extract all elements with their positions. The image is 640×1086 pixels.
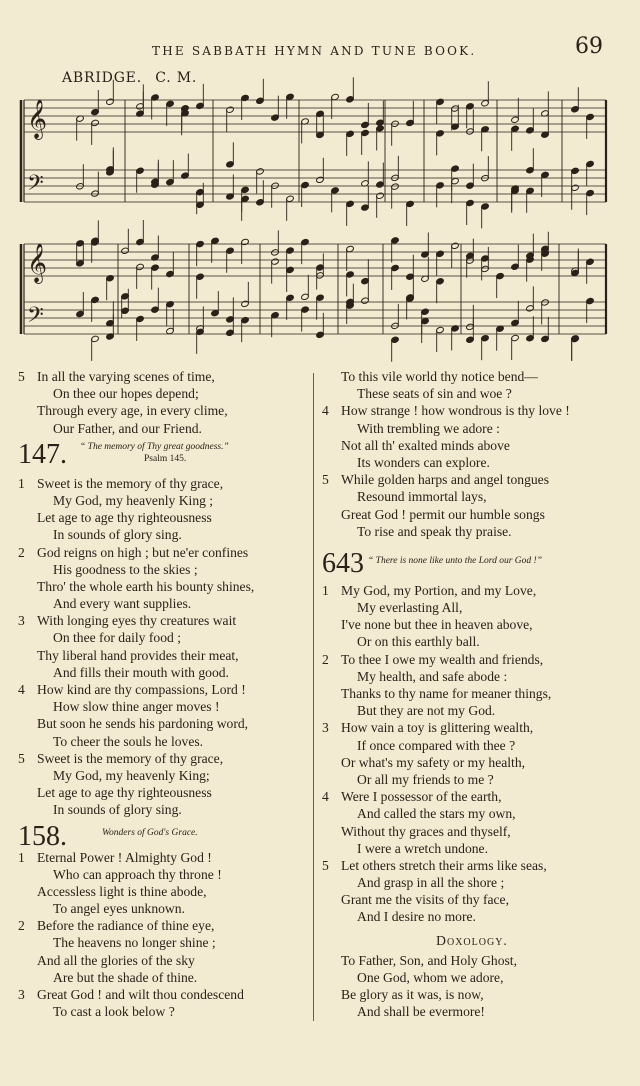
- music-score: [0, 0, 640, 365]
- verse-number: 1: [18, 849, 25, 865]
- verse-line: [18, 578, 310, 595]
- verse-line: [18, 784, 310, 801]
- verse-line: [322, 771, 622, 788]
- verse-number: 3: [322, 720, 329, 736]
- verse-text: Without thy graces and thyself,: [341, 823, 511, 839]
- verse-line: [18, 595, 310, 612]
- verse-line: [322, 437, 622, 454]
- verse-text: And I desire no more.: [357, 909, 476, 925]
- verse-line: [322, 633, 622, 650]
- verse-text: One God, whom we adore,: [357, 969, 504, 985]
- verse-line: [18, 715, 310, 732]
- verse-line: [322, 986, 622, 1003]
- verse-line: [322, 874, 622, 891]
- verse-text: The heavens no longer shine ;: [53, 935, 216, 951]
- verse-text: Or on this earthly ball.: [357, 634, 480, 650]
- verse-text: Accessless light is thine abode,: [37, 883, 207, 899]
- verse-line: [322, 805, 622, 822]
- verse-text: Or all my friends to me ?: [357, 771, 494, 787]
- verse-line: [18, 900, 310, 917]
- treble-clef-icon: 𝄞: [27, 243, 48, 283]
- verse-line: [18, 917, 310, 934]
- verse-line: [18, 561, 310, 578]
- verse-text: Let age to age thy righteousness: [37, 510, 212, 526]
- verse-line: [18, 1003, 310, 1020]
- verse-text: To angel eyes unknown.: [53, 901, 185, 917]
- verse-line: [18, 750, 310, 767]
- verse-line: [18, 492, 310, 509]
- verse-text: To rise and speak thy praise.: [357, 523, 512, 539]
- hymn-title: Wonders of God's Grace.: [102, 827, 198, 838]
- verse-line: [322, 385, 622, 402]
- verse-line: [18, 698, 310, 715]
- verse-line: [322, 506, 622, 523]
- hymn-scripture: Psalm 145.: [144, 453, 187, 464]
- doxology-title: Doxology.: [436, 932, 508, 948]
- verse-line: [18, 767, 310, 784]
- verse-text: How kind are thy compassions, Lord !: [37, 682, 246, 697]
- hymn-147-heading: [18, 437, 310, 475]
- hymn-number: 643: [322, 547, 364, 579]
- verse-line: [18, 849, 310, 866]
- verse-text: To Father, Son, and Holy Ghost,: [341, 952, 517, 968]
- verse-line: [322, 857, 622, 874]
- verse-text: On thee our hopes depend;: [53, 386, 199, 402]
- verse-text: Grant me the visits of thy face,: [341, 892, 509, 908]
- verse-text: Or what's my safety or my health,: [341, 754, 526, 770]
- verse-line: [322, 471, 622, 488]
- verse-text: Sweet is the memory of thy grace,: [37, 750, 224, 766]
- verse-number: 5: [18, 369, 25, 384]
- verse-line: [322, 368, 622, 385]
- verse-text: Thro' the whole earth his bounty shines,: [37, 578, 255, 594]
- music-system-2: [21, 220, 606, 362]
- verse-number: 5: [322, 857, 329, 873]
- verse-text: I were a wretch undone.: [357, 840, 488, 856]
- hymn-number: 158.: [18, 820, 67, 852]
- verse-text: If once compared with thee ?: [357, 737, 516, 753]
- verse-line: [322, 616, 622, 633]
- verse-number: 1: [18, 475, 25, 491]
- verse-text: My everlasting All,: [357, 600, 463, 616]
- verse-line: [18, 969, 310, 986]
- verse-line: [322, 952, 622, 969]
- verse-number: 2: [18, 918, 25, 934]
- verse-text: Let others stretch their arms like seas,: [341, 857, 547, 873]
- verse-text: To thee I owe my wealth and friends,: [341, 651, 544, 667]
- treble-clef-icon: 𝄞: [27, 99, 48, 139]
- left-column: [18, 368, 310, 1020]
- verse-text: To cast a look below ?: [53, 1004, 175, 1020]
- verse-number: 1: [322, 582, 329, 598]
- verse-text: Were I possessor of the earth,: [341, 789, 502, 805]
- verse-text: How vain a toy is glittering wealth,: [341, 720, 534, 736]
- verse-line: [18, 647, 310, 664]
- verse-text: But they are not my God.: [357, 703, 496, 719]
- verse-line: [322, 702, 622, 719]
- verse-line: [18, 475, 310, 492]
- right-column: [322, 368, 622, 1020]
- hymn-158-heading: [18, 819, 310, 852]
- verse-text: How strange ! how wondrous is thy love !: [341, 403, 570, 419]
- verse-line: [18, 509, 310, 526]
- verse-line: [322, 651, 622, 668]
- verse-line: [322, 788, 622, 805]
- verse-line: [322, 685, 622, 702]
- verse-line: [18, 952, 310, 969]
- verse-text: Who can approach thy throne !: [53, 866, 222, 882]
- verse-line: [18, 544, 310, 561]
- verse-text: His goodness to the skies ;: [53, 561, 198, 577]
- verse-text: Sweet is the memory of thy grace,: [37, 475, 224, 491]
- verse-line: [322, 582, 622, 599]
- verse-text: To this vile world thy notice bend—: [341, 369, 538, 384]
- verse-text: In sounds of glory sing.: [53, 527, 182, 543]
- verse-text: I've none but thee in heaven above,: [341, 617, 533, 633]
- verse-line: [18, 385, 310, 402]
- verse-line: [322, 969, 622, 986]
- verse-line: [18, 402, 310, 419]
- verse-text: My God, my heavenly King;: [53, 767, 210, 783]
- hymn-643-verses: [322, 582, 622, 926]
- verse-text: Resound immortal lays,: [357, 489, 487, 505]
- verse-line: [322, 737, 622, 754]
- verse-text: And fills their mouth with good.: [53, 664, 229, 680]
- verse-text: In all the varying scenes of time,: [37, 369, 215, 384]
- hymn-158-verses: [18, 849, 310, 1021]
- verse-text: God reigns on high ; but ne'er confines: [37, 544, 249, 560]
- verse-text: With trembling we adore :: [357, 420, 500, 436]
- verse-number: 2: [322, 651, 329, 667]
- hymn-643-heading: [322, 546, 622, 582]
- verse-text: Great God ! and wilt thou condescend: [37, 987, 244, 1002]
- verse-number: 4: [322, 789, 329, 805]
- verse-text: My God, my heavenly King ;: [53, 492, 214, 508]
- verse-line: [322, 840, 622, 857]
- verse-text: And shall be evermore!: [357, 1004, 485, 1020]
- verse-number: 4: [322, 403, 329, 419]
- verse-text: Thy liberal hand provides their meat,: [37, 647, 239, 663]
- verse-text: My God, my Portion, and my Love,: [341, 582, 537, 598]
- verse-line: [18, 934, 310, 951]
- hymn-title: “ The memory of Thy great goodness.”: [80, 441, 229, 452]
- verse-line: [322, 891, 622, 908]
- verse-text: In sounds of glory sing.: [53, 802, 182, 818]
- verse-text: Through every age, in every clime,: [37, 403, 228, 419]
- page-number: 69: [575, 34, 603, 59]
- verse-text: To cheer the souls he loves.: [53, 733, 204, 749]
- verse-line: [18, 629, 310, 646]
- verse-text: And grasp in all the shore ;: [357, 875, 505, 891]
- verse-line: [322, 488, 622, 505]
- hymn-continued-verses: [18, 368, 310, 437]
- verse-line: [18, 612, 310, 629]
- verse-line: [322, 420, 622, 437]
- verse-text: Our Father, and our Friend.: [53, 420, 202, 436]
- verse-line: [18, 526, 310, 543]
- doxology-verse: [322, 952, 622, 1021]
- verse-line: [18, 420, 310, 437]
- verse-line: [322, 719, 622, 736]
- verse-text: And called the stars my own,: [357, 806, 516, 822]
- verse-text: And every want supplies.: [53, 596, 192, 612]
- tune-name: ABRIDGE.: [62, 70, 142, 86]
- verse-text: Be glory as it was, is now,: [341, 987, 484, 1002]
- verse-line: [322, 754, 622, 771]
- column-divider: [313, 373, 314, 1021]
- verse-line: [18, 883, 310, 900]
- verse-text: And all the glories of the sky: [37, 952, 195, 968]
- verse-line: [322, 402, 622, 419]
- verse-number: 5: [322, 472, 329, 488]
- verse-text: On thee for daily food ;: [53, 630, 181, 646]
- verse-number: 2: [18, 544, 25, 560]
- verse-text: How slow thine anger moves !: [53, 699, 220, 715]
- verse-text: Let age to age thy righteousness: [37, 785, 212, 801]
- music-system-1: [21, 77, 606, 228]
- hymn-number: 147.: [18, 438, 67, 470]
- verse-line: [18, 681, 310, 698]
- verse-line: [322, 908, 622, 925]
- verse-text: My health, and safe abode :: [357, 668, 508, 684]
- verse-number: 3: [18, 613, 25, 629]
- bass-clef-icon: 𝄢: [27, 303, 44, 333]
- verse-line: [322, 668, 622, 685]
- verse-text: These seats of sin and woe ?: [357, 386, 512, 402]
- verse-text: While golden harps and angel tongues: [341, 472, 550, 488]
- verse-number: 5: [18, 750, 25, 766]
- verse-text: Not all th' exalted minds above: [341, 437, 510, 453]
- verse-line: [18, 368, 310, 385]
- verse-line: [18, 733, 310, 750]
- verse-text: Before the radiance of thine eye,: [37, 918, 215, 934]
- verse-line: [18, 986, 310, 1003]
- verse-line: [322, 823, 622, 840]
- verse-text: Are but the shade of thine.: [53, 969, 198, 985]
- verse-text: Eternal Power ! Almighty God !: [37, 849, 212, 865]
- verse-text: But soon he sends his pardoning word,: [37, 716, 249, 732]
- bass-clef-icon: 𝄢: [27, 171, 44, 201]
- verse-line: [322, 454, 622, 471]
- verse-line: [322, 523, 622, 540]
- verse-line: [322, 1003, 622, 1020]
- verse-text: Great God ! permit our humble songs: [341, 506, 545, 522]
- hymn-title: “ There is none like unto the Lord our God !”: [368, 555, 542, 566]
- verse-line: [18, 664, 310, 681]
- verse-line: [18, 801, 310, 818]
- verse-number: 4: [18, 682, 25, 697]
- tune-meter: C. M.: [155, 70, 198, 86]
- verse-number: 3: [18, 987, 25, 1002]
- hymn-147-verses: [18, 475, 310, 819]
- hymn-158-continued-verses: [322, 368, 622, 540]
- verse-text: Its wonders can explore.: [357, 454, 490, 470]
- book-title: THE SABBATH HYMN AND TUNE BOOK.: [152, 44, 477, 58]
- verse-text: With longing eyes thy creatures wait: [37, 613, 237, 629]
- verse-text: Thanks to thy name for meaner things,: [341, 686, 552, 701]
- verse-line: [18, 866, 310, 883]
- verse-line: [322, 599, 622, 616]
